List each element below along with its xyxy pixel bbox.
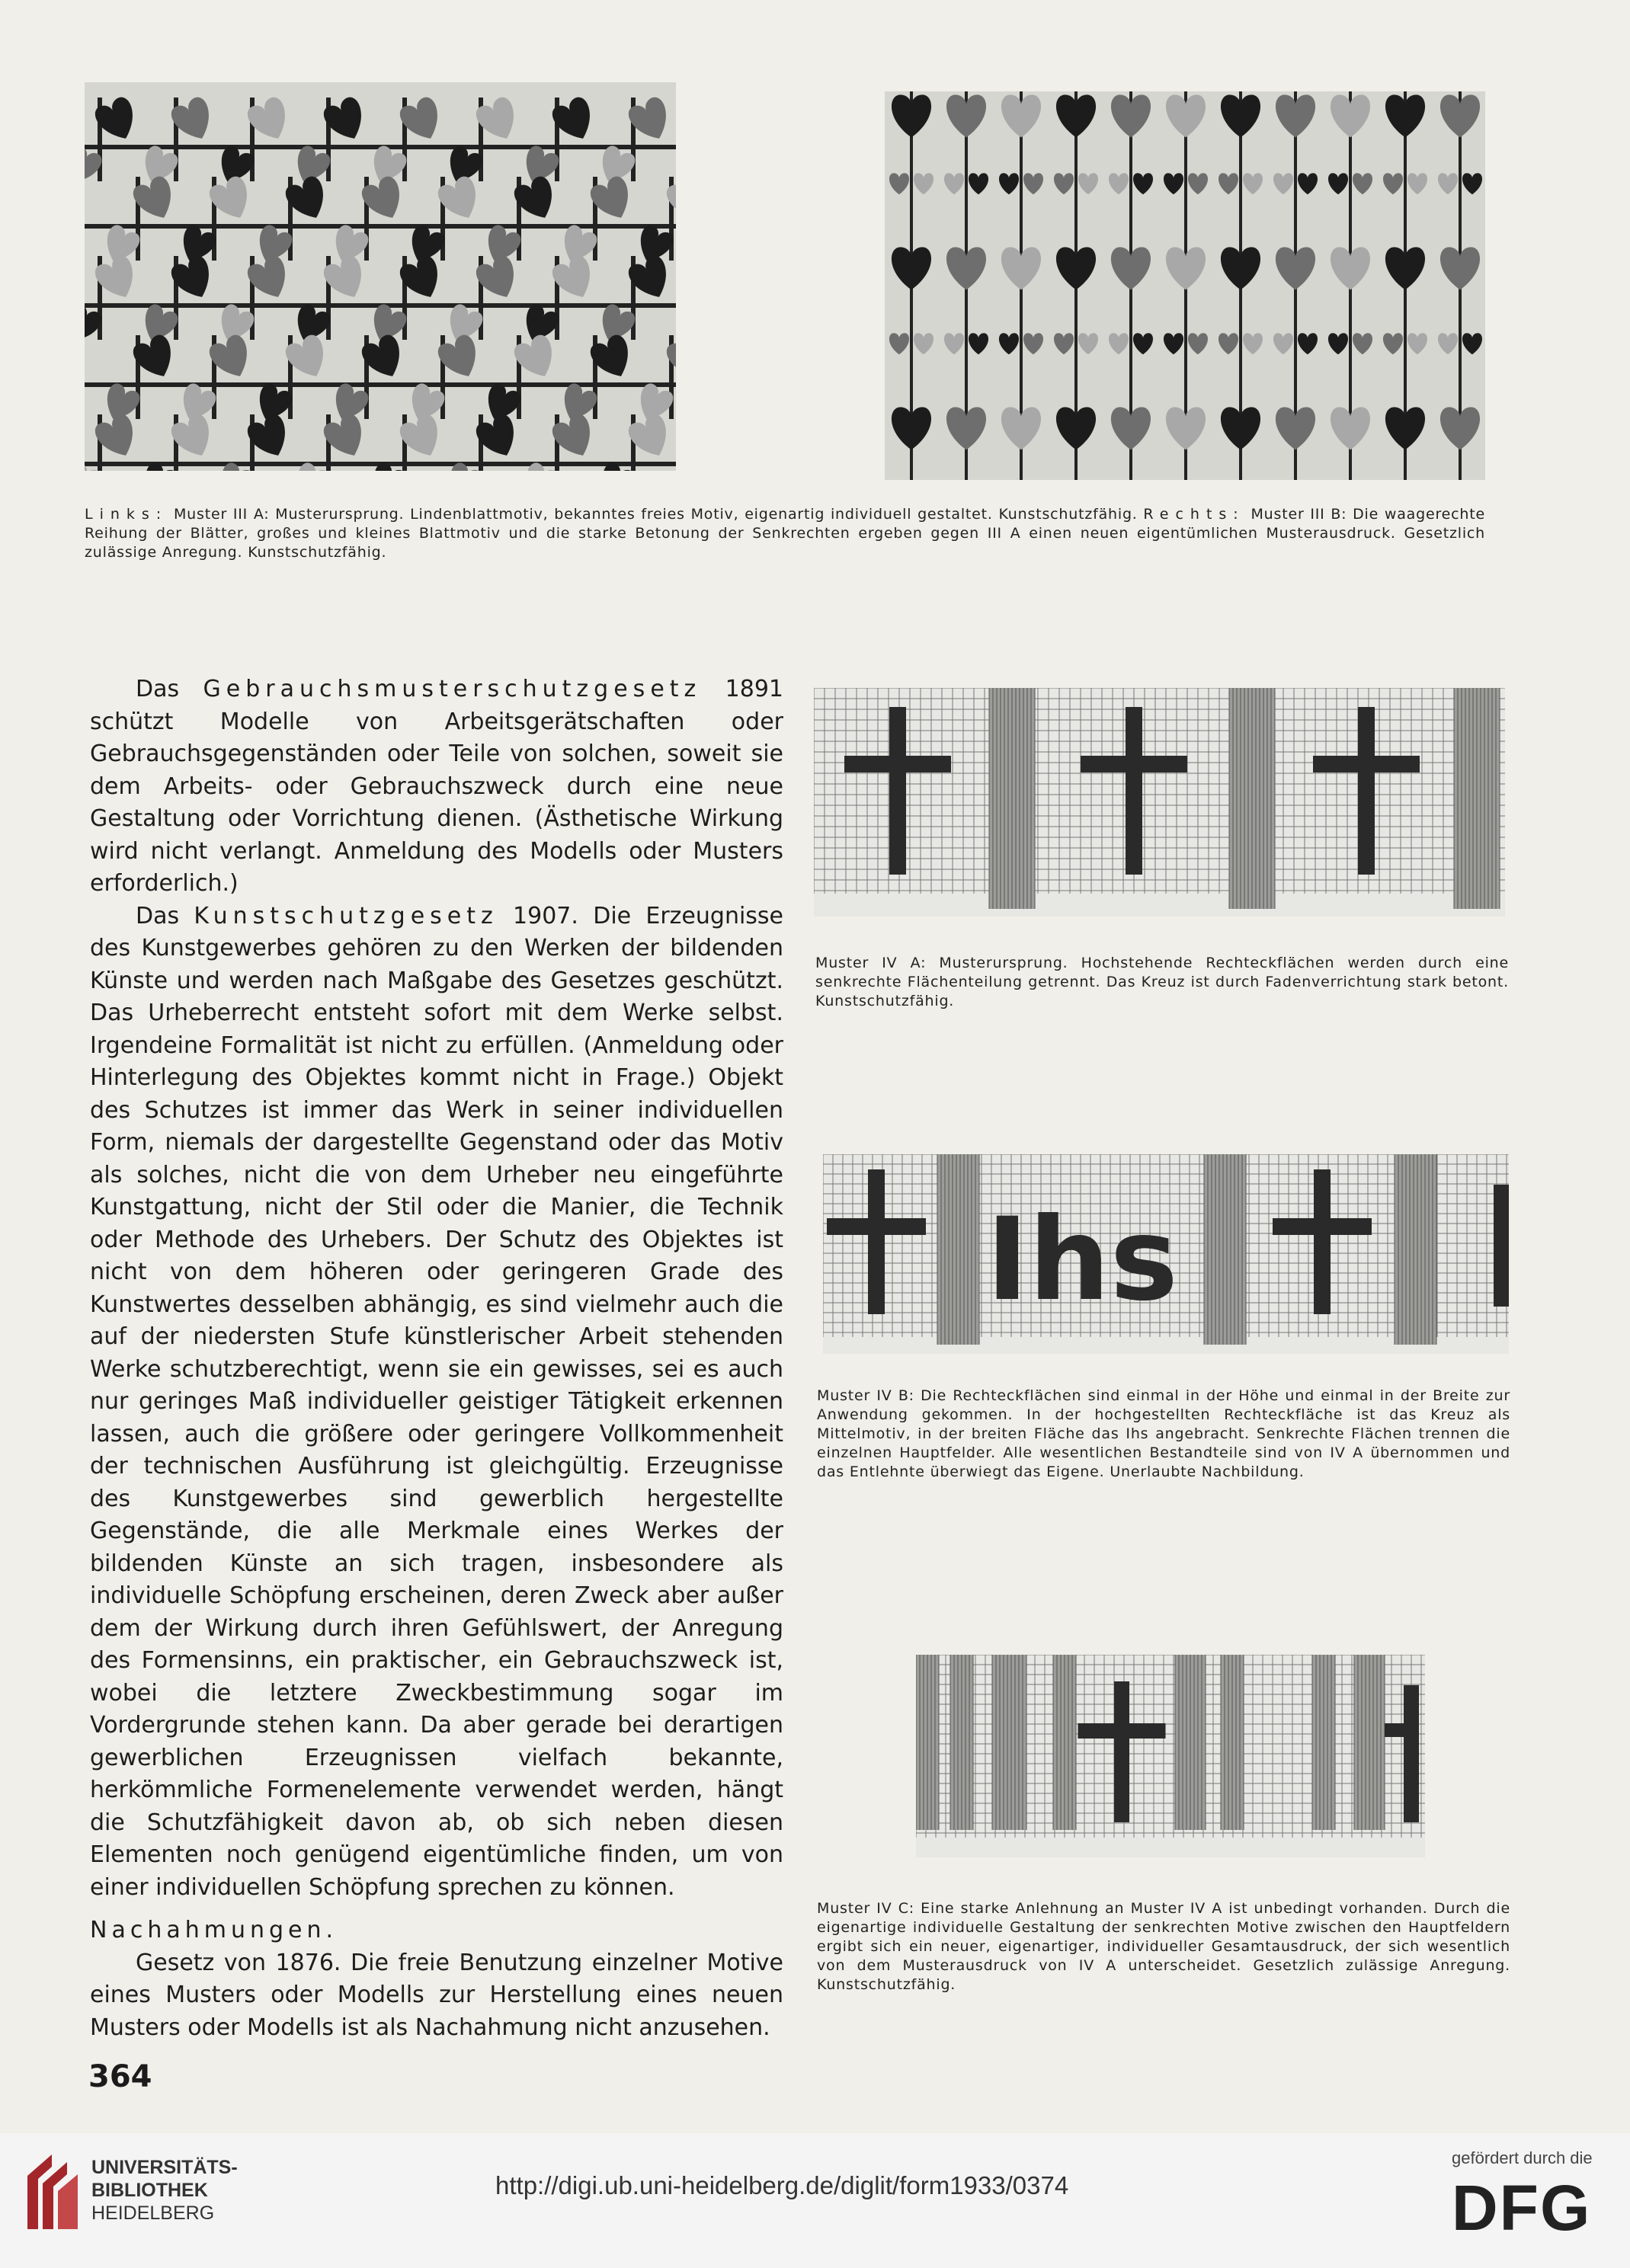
- caption-label-links: Links:: [85, 506, 168, 523]
- ub-line-3: HEIDELBERG: [91, 2202, 215, 2224]
- ub-line-1: UNIVERSITÄTS-: [91, 2157, 238, 2178]
- cross-vertical: [1358, 707, 1375, 875]
- vertical-band: [1204, 1154, 1246, 1345]
- p2-lead: Das: [136, 902, 194, 929]
- figure-muster-iiib: [885, 91, 1485, 480]
- dfg-logo: DFG: [1452, 2172, 1592, 2244]
- ub-line-2: BIBLIOTHEK: [91, 2180, 208, 2201]
- term-kunstschutzgesetz: Kunstschutzgesetz: [194, 902, 498, 929]
- ihs-monogram: Ihs: [986, 1194, 1178, 1326]
- ub-institution-name: [91, 2156, 238, 2225]
- paragraph-gebrauchsmuster: [90, 673, 783, 900]
- cross-horizontal: [1273, 1218, 1372, 1235]
- cross-edge-fragment: [1494, 1185, 1509, 1307]
- figure-background: [814, 688, 1505, 916]
- vertical-band: [992, 1655, 1026, 1830]
- p1-lead: Das: [136, 676, 203, 702]
- caption-label-rechts: Rechts:: [1143, 506, 1245, 523]
- cross-edge-fragment: [1385, 1723, 1419, 1737]
- figure-muster-iva: [814, 688, 1505, 916]
- paragraph-gesetz-1876: Gesetz von 1876. Die freie Benutzung einzelner Motive eines Musters oder Modells zur Herstellung eines neuen Musters oder Modells ist als Nachahmung nicht anzusehen.: [90, 1949, 783, 2041]
- cross-horizontal: [1081, 756, 1187, 773]
- paragraph-kunstschutz: [90, 900, 783, 1905]
- cross-horizontal: [1078, 1723, 1166, 1739]
- cross-vertical: [889, 707, 906, 875]
- cross-vertical: [1314, 1169, 1331, 1314]
- cross-horizontal: [844, 756, 951, 773]
- figure-muster-iiia: [85, 82, 676, 471]
- footer-bar: [0, 2133, 1630, 2268]
- cross-horizontal: [827, 1218, 926, 1235]
- caption-muster-ivb: Muster IV B: Die Rechteckflächen sind einmal in der Höhe und einmal in der Breite zur Anwendung gekommen. In der hochgestellten Rechteckfläche ist das Kreuz als Mittelmotiv, in der breiten Fläche das Ihs angebracht. Senkrechte Flächen trennen die einzelnen Hauptfelder. Alle wesentlichen Bestandteile sind von IV A übernommen und das Entlehnte überwiegt das Eigene. Unerlaubte Nachbildung.: [817, 1387, 1510, 1480]
- figure-muster-ivb: [823, 1154, 1509, 1354]
- p1-text: 1891 schützt Modelle von Arbeitsgerätschaften oder Gebrauchsgegenständen oder Teile von solchen, soweit sie dem Arbeits- oder Gebrauchszweck durch eine neue Gestaltung oder Vorrichtung dienen. (Ästhetische Wirkung wird nicht verlangt. Anmeldung des Modells oder Musters erforderlich.): [90, 676, 783, 897]
- figure-muster-ivc: [916, 1655, 1425, 1857]
- caption-muster-iii: [85, 505, 1485, 562]
- caption-muster-iva: Muster IV A: Musterursprung. Hochstehende Rechteckflächen werden durch eine senkrechte Flächenteilung getrennt. Das Kreuz ist durch Fadenverrichtung stark betont. Kunstschutzfähig.: [815, 955, 1509, 1009]
- section-heading-nachahmungen: Nachahmungen.: [90, 1917, 338, 1943]
- caption-text-iiia: Muster III A: Musterursprung. Lindenblattmotiv, bekanntes freies Motiv, eigenartig individuell gestaltet. Kunstschutzfähig.: [168, 506, 1144, 523]
- cross-vertical: [1126, 707, 1142, 875]
- caption-text-iiib: Muster III B: Die waagerechte Reihung der Blätter, großes und kleines Blattmotiv und die starke Betonung der Senkrechten ergeben gegen III A einen neuen eigentümlichen Musterausdruck. Gesetzlich zulässige Anregung. Kunstschutzfähig.: [85, 506, 1485, 561]
- ub-logo-icon: [23, 2150, 82, 2235]
- source-url-link[interactable]: http://digi.ub.uni-heidelberg.de/diglit/form1933/0374: [495, 2171, 1069, 2199]
- page-number: 364: [88, 2059, 152, 2094]
- crossbar: [85, 382, 676, 387]
- vertical-band: [1395, 1154, 1436, 1345]
- cross-vertical: [868, 1169, 885, 1314]
- main-body-text: [90, 673, 783, 2044]
- dfg-funded-by: gefördert durch die: [1452, 2148, 1593, 2167]
- vertical-band: [937, 1154, 979, 1345]
- crossbar: [85, 224, 676, 229]
- term-gebrauchsmusterschutzgesetz: Gebrauchsmusterschutzgesetz: [203, 676, 702, 702]
- caption-muster-ivc: Muster IV C: Eine starke Anlehnung an Muster IV A ist unbedingt vorhanden. Durch die eigenartige individuelle Gestaltung der senkrechten Motive zwischen den Hauptfeldern ergibt sich ein neuer, eigenartiger, individueller Gesamtausdruck, der sich wesentlich von dem Musterausdruck von IV A unterscheidet. Gesetzlich zulässige Anregung. Kunstschutzfähig.: [817, 1900, 1510, 1993]
- cross-edge-fragment: [1404, 1685, 1419, 1822]
- p2-text: 1907. Die Erzeugnisse des Kunstgewerbes gehören zu den Werken der bildenden Künste und werden nach Maßgabe des Gesetzes geschützt. Das Urheberrecht entsteht sofort mit dem Werke selbst. Irgendeine Formalität ist nicht zu erfüllen. (Anmeldung oder Hinterlegung des Objektes kommt nicht in Frage.) Objekt des Schutzes ist immer das Werk in seiner individuellen Form, niemals der dargestellte Gegenstand oder das Motiv als solches, nicht die von dem Urheber neu eingeführte Kunstgattung, nicht der Stil oder die Manier, die Technik oder Methode des Urhebers. Der Schutz des Objektes ist nicht von dem höheren oder geringeren Grade des Kunstwertes desselben abhängig, es sind vielmehr auch die auf der niedersten Stufe künstlerischer Arbeit stehenden Werke schutzberechtigt, wenn sie ein gewisses, sei es auch nur geringes Maß individueller geistiger Tätigkeit erkennen lassen, auch die größere oder geringere Vollkommenheit der technischen Ausführung ist gleichgültig. Erzeugnisse des Kunstgewerbes sind gewerblich hergestellte Gegenstände, die alle Merkmale eines Werkes der bildenden Künste an sich tragen, insbesondere als individuelle Schöpfung erscheinen, deren Zweck aber außer dem der Wirkung durch ihren Gefühlswert, der Anregung des Formensinns, ein praktischer, ein Gebrauchszweck ist, wobei die letztere Zweckbestimmung sogar im Vordergrunde stehen kann. Da aber gerade bei derartigen gewerblichen Erzeugnissen vielfach bekannte, herkömmliche Formenelemente verwendet werden, hängt die Schutzfähigkeit davon ab, ob sich neben diesen Elementen noch genügend eigentümliche finden, um von einer individuellen Schöpfung sprechen zu können.: [90, 902, 784, 1901]
- cross-vertical: [1114, 1681, 1129, 1822]
- cross-horizontal: [1313, 756, 1420, 773]
